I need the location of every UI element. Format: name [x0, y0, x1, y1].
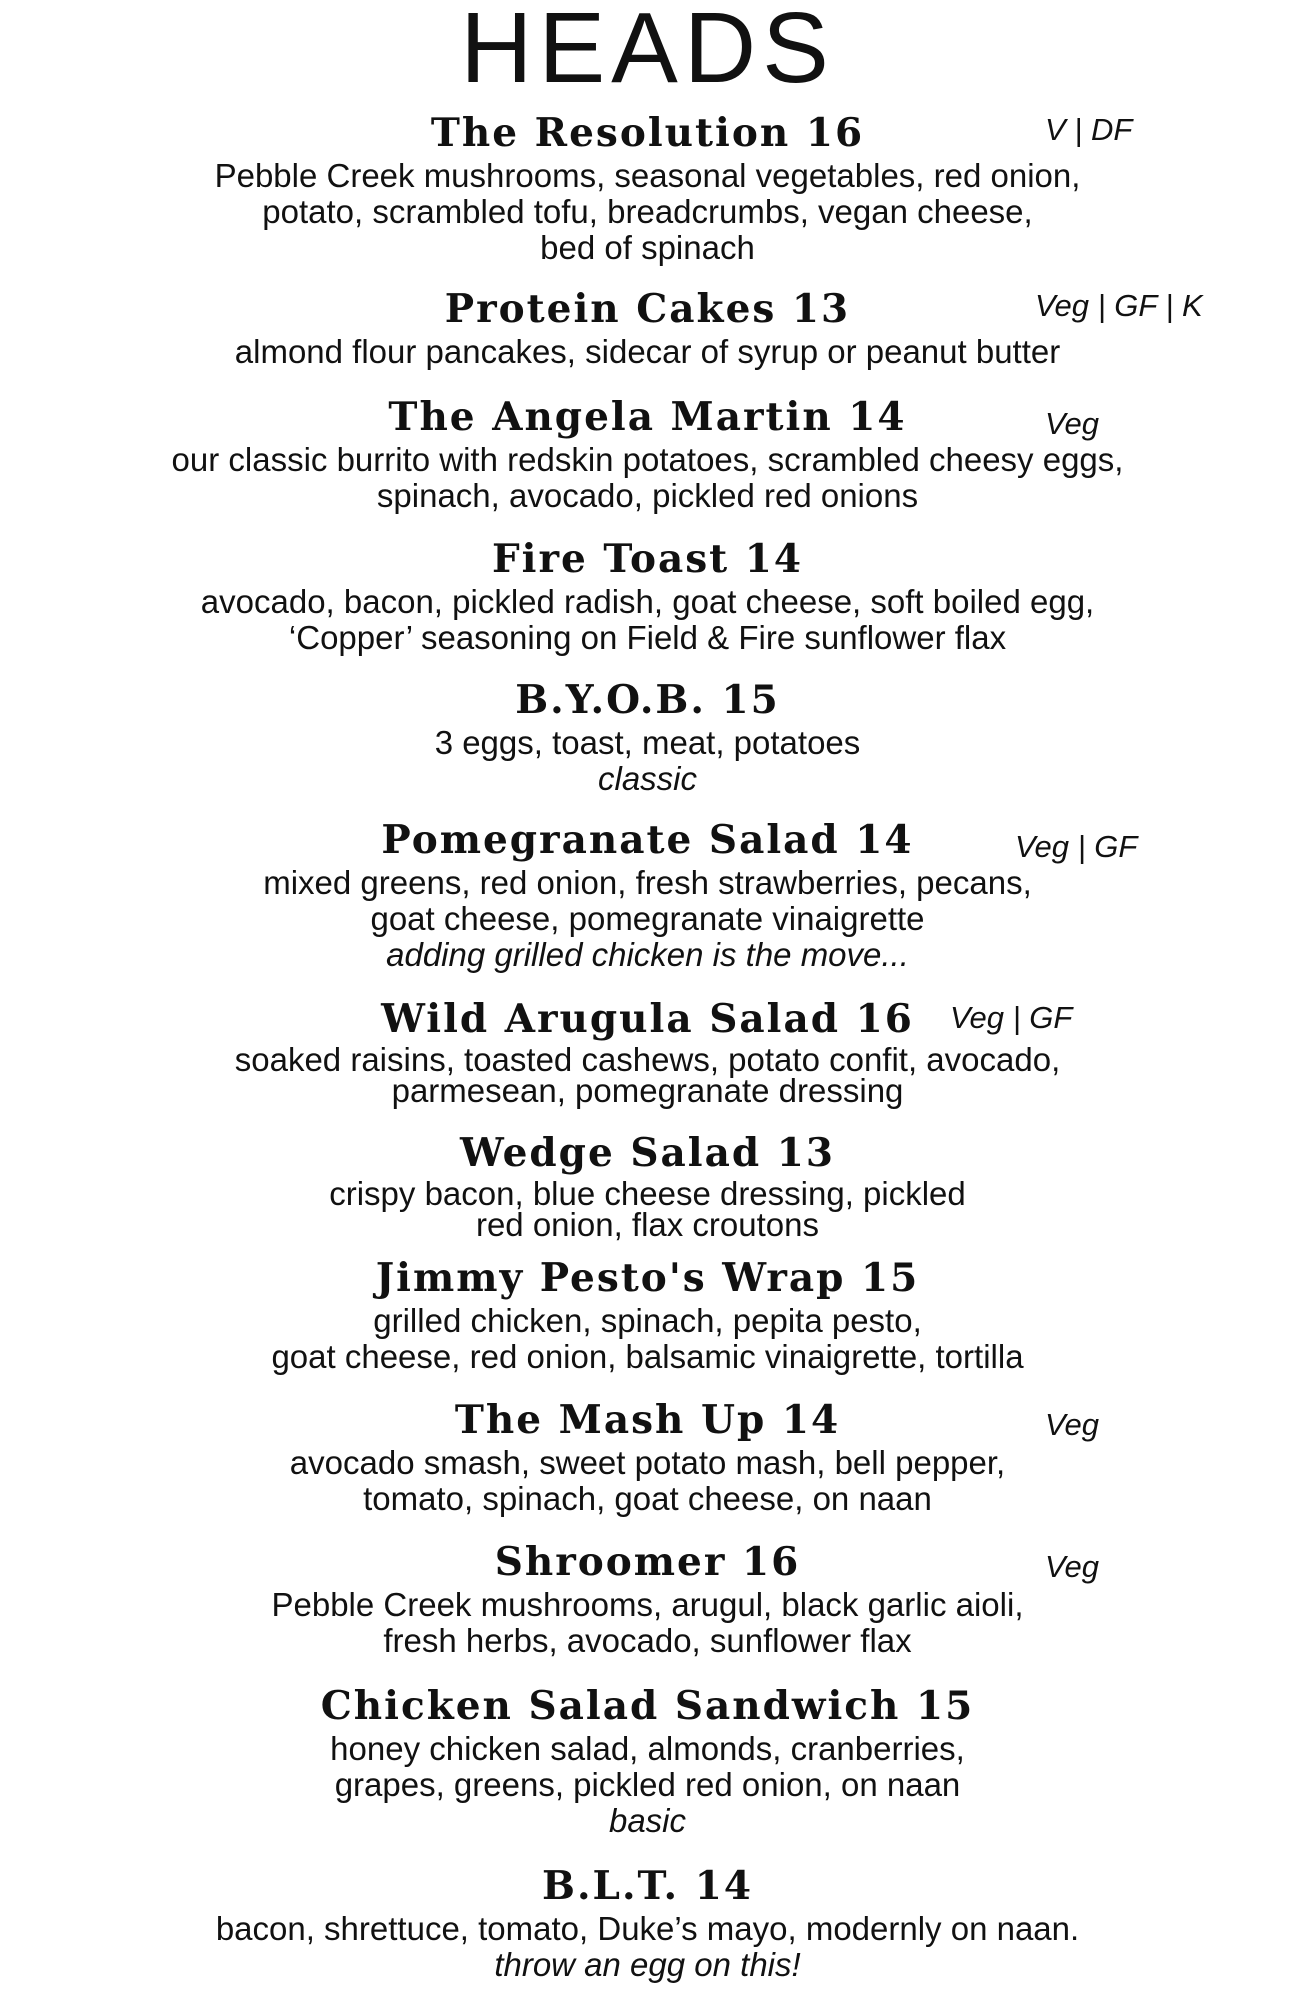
menu-item-description: tomato, spinach, goat cheese, on naan [363, 1480, 932, 1517]
menu-item-description: mixed greens, red onion, fresh strawberries, pecans, [263, 864, 1032, 901]
menu-item-description: our classic burrito with redskin potatoes, scrambled cheesy eggs, [171, 441, 1124, 478]
menu-item [0, 815, 1295, 973]
menu-item-description: red onion, flax croutons [475, 1206, 820, 1243]
menu-item [0, 284, 1295, 370]
menu-item-description: fresh herbs, avocado, sunflower flax [383, 1622, 912, 1659]
menu-item-description: goat cheese, red onion, balsamic vinaigrette, tortilla [271, 1338, 1024, 1375]
menu-heading: HEADS [460, 0, 835, 104]
dietary-tag: V | DF [1045, 112, 1133, 147]
menu-item-description: avocado smash, sweet potato mash, bell pepper, [289, 1444, 1006, 1481]
menu-item-name: B.Y.O.B. 15 [515, 677, 780, 723]
dietary-tag: Veg [1045, 1549, 1100, 1584]
menu-item-description: avocado, bacon, pickled radish, goat cheese, soft boiled egg, [200, 583, 1095, 620]
dietary-tag: Veg [1045, 1407, 1100, 1442]
menu-item-description: potato, scrambled tofu, breadcrumbs, vegan cheese, [262, 193, 1033, 230]
menu-item-description: Pebble Creek mushrooms, arugul, black garlic aioli, [271, 1586, 1024, 1623]
menu-item-name: The Mash Up 14 [454, 1397, 841, 1443]
menu-item-description: bacon, shrettuce, tomato, Duke’s mayo, modernly on naan. [215, 1910, 1080, 1947]
menu-item-description: bed of spinach [540, 229, 755, 266]
menu-item-description: honey chicken salad, almonds, cranberries, [330, 1730, 965, 1767]
menu-item-name: Pomegranate Salad 14 [381, 817, 914, 863]
menu-item [0, 392, 1295, 514]
menu-item [0, 1681, 1295, 1839]
menu-item-description: goat cheese, pomegranate vinaigrette [370, 900, 925, 937]
menu-item-description: crispy bacon, blue cheese dressing, pickled [329, 1175, 966, 1212]
menu-item-name: B.L.T. 14 [542, 1863, 753, 1909]
menu-item-description: grilled chicken, spinach, pepita pesto, [373, 1302, 922, 1339]
menu-item-name: The Angela Martin 14 [388, 394, 907, 440]
menu-item-name: Wild Arugula Salad 16 [381, 996, 914, 1042]
menu-item [0, 534, 1295, 656]
menu-item-description: Pebble Creek mushrooms, seasonal vegetables, red onion, [214, 157, 1081, 194]
dietary-tag: Veg [1045, 406, 1100, 441]
menu-item-note: adding grilled chicken is the move... [386, 936, 909, 973]
menu-item [0, 1537, 1295, 1659]
menu-item [0, 1861, 1295, 1983]
dietary-tag: Veg | GF | K [1035, 288, 1203, 323]
menu-item [0, 994, 1295, 1109]
menu-item-name: Chicken Salad Sandwich 15 [320, 1683, 975, 1729]
dietary-tag: Veg | GF [950, 1000, 1073, 1035]
menu-item [0, 108, 1295, 266]
menu-item-description: spinach, avocado, pickled red onions [376, 477, 919, 514]
menu-item-description: almond flour pancakes, sidecar of syrup or peanut butter [234, 333, 1061, 370]
menu-item-description: 3 eggs, toast, meat, potatoes [434, 724, 861, 761]
menu-item-note: classic [597, 760, 698, 797]
menu-item-description: soaked raisins, toasted cashews, potato confit, avocado, [234, 1041, 1061, 1078]
menu-item-name: Shroomer 16 [494, 1539, 801, 1585]
menu-item [0, 675, 1295, 797]
menu-item-description: parmesean, pomegranate dressing [391, 1072, 904, 1109]
menu-item-note: throw an egg on this! [494, 1946, 801, 1983]
menu-item-name: Wedge Salad 13 [459, 1130, 835, 1176]
menu-item-note: basic [608, 1802, 687, 1839]
menu-item-name: Protein Cakes 13 [444, 286, 851, 332]
menu-item-name: Jimmy Pesto's Wrap 15 [375, 1255, 920, 1301]
dietary-tag: Veg | GF [1015, 829, 1138, 864]
menu-item-description: grapes, greens, pickled red onion, on naan [334, 1766, 961, 1803]
menu-item [0, 1253, 1295, 1375]
menu-item [0, 1128, 1295, 1243]
menu-item-description: ‘Copper’ seasoning on Field & Fire sunflower flax [288, 619, 1007, 656]
menu-item [0, 1395, 1295, 1517]
menu-item-name: Fire Toast 14 [491, 536, 804, 582]
menu-item-name: The Resolution 16 [430, 110, 865, 156]
